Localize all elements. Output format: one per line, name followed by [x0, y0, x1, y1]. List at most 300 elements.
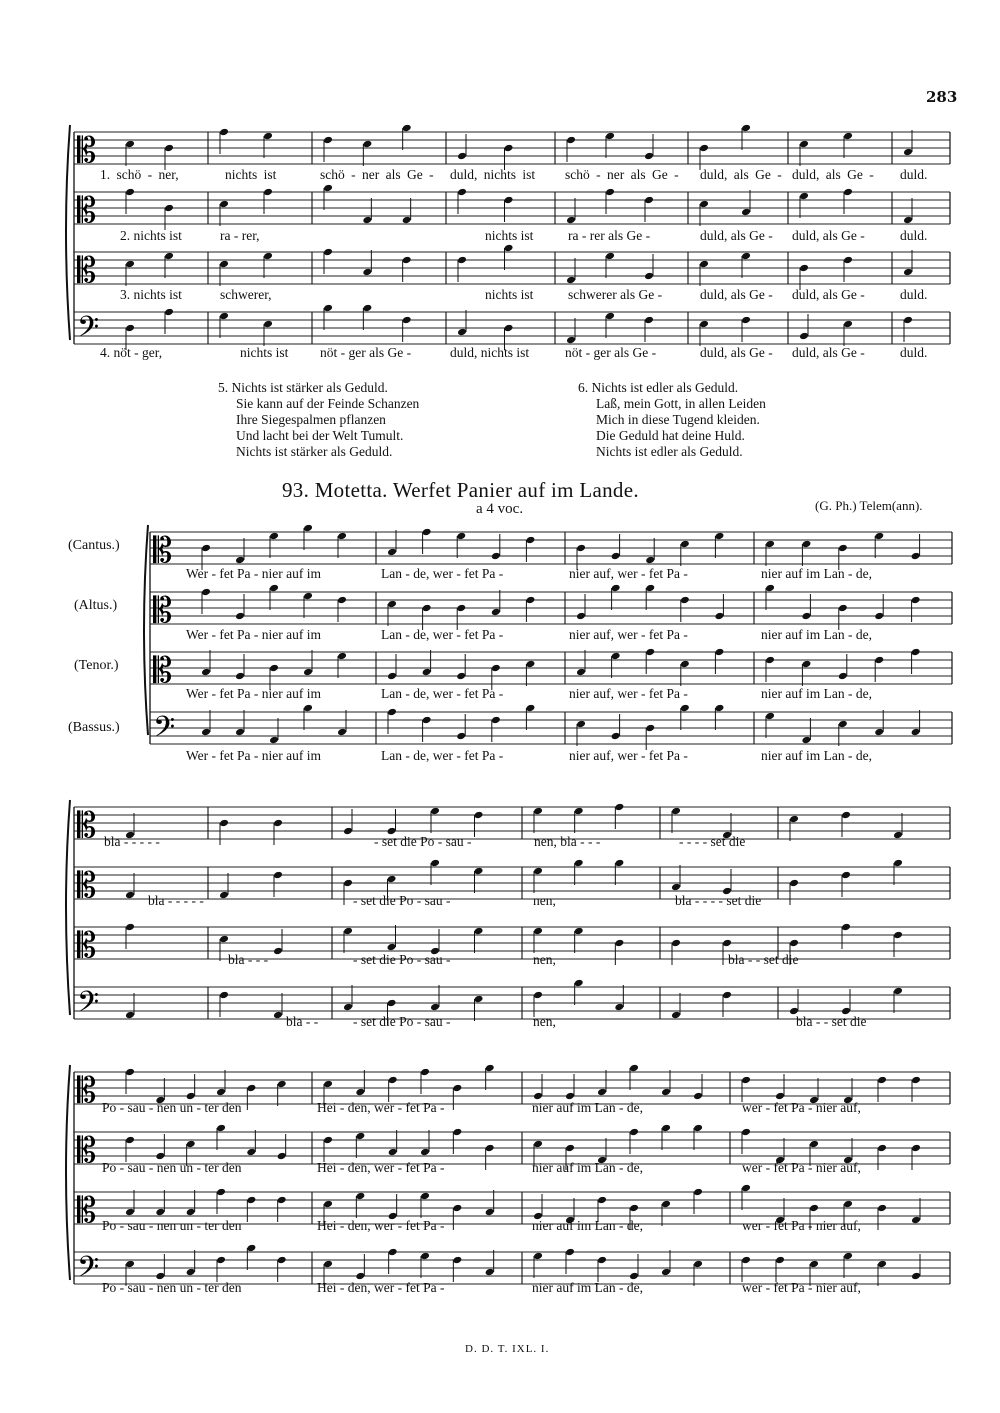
note-head — [597, 1196, 607, 1205]
clef-icon: 𝄢 — [77, 311, 100, 351]
note-head — [893, 931, 903, 940]
note-head — [533, 1140, 543, 1149]
note-head — [741, 1128, 751, 1137]
note-head — [841, 811, 851, 820]
clef-icon: 𝄢 — [77, 986, 100, 1026]
note-head — [201, 544, 211, 553]
note-head — [219, 819, 229, 828]
note-head — [911, 1216, 921, 1225]
note-head — [216, 1256, 226, 1265]
note-head — [611, 652, 621, 661]
note-head — [186, 1208, 196, 1217]
note-head — [457, 328, 467, 337]
note-head — [303, 704, 313, 713]
note-head — [645, 584, 655, 593]
staff — [150, 584, 952, 631]
note-head — [491, 716, 501, 725]
note-head — [235, 728, 245, 737]
note-head — [355, 1272, 365, 1281]
note-head — [219, 128, 229, 137]
note-head — [457, 152, 467, 161]
note-head — [388, 1076, 398, 1085]
note-head — [893, 859, 903, 868]
verse-6-line: Nichts ist edler als Geduld. — [596, 444, 743, 459]
note-head — [422, 716, 432, 725]
note-head — [343, 827, 353, 836]
note-head — [337, 532, 347, 541]
note-head — [841, 923, 851, 932]
verse-5-line: Sie kann auf der Feinde Schanzen — [236, 396, 420, 411]
note-head — [605, 252, 615, 261]
note-head — [693, 1124, 703, 1133]
note-head — [422, 528, 432, 537]
note-head — [843, 320, 853, 329]
note-head — [474, 995, 484, 1004]
note-head — [216, 1188, 226, 1197]
note-head — [525, 660, 535, 669]
note-head — [838, 544, 848, 553]
note-head — [693, 1260, 703, 1269]
note-head — [491, 552, 501, 561]
note-head — [903, 316, 913, 325]
note-head — [809, 1204, 819, 1213]
note-head — [911, 1144, 921, 1153]
note-head — [452, 1256, 462, 1265]
staff — [74, 184, 950, 231]
note-head — [843, 1200, 853, 1209]
note-head — [269, 532, 279, 541]
note-head — [456, 604, 466, 613]
note-head — [741, 124, 751, 133]
clef-icon: 𝄡 — [153, 531, 173, 571]
clef-icon: 𝄡 — [153, 651, 173, 691]
note-head — [387, 875, 397, 884]
note-head — [801, 736, 811, 745]
note-head — [474, 867, 484, 876]
note-head — [629, 1272, 639, 1281]
note-head — [201, 728, 211, 737]
note-head — [387, 708, 397, 717]
note-head — [323, 136, 333, 145]
note-head — [485, 1064, 495, 1073]
clef-icon: 𝄡 — [77, 806, 97, 846]
clef-icon: 𝄢 — [77, 1251, 100, 1291]
note-head — [661, 1268, 671, 1277]
note-head — [903, 268, 913, 277]
note-head — [277, 1152, 287, 1161]
staff — [150, 704, 952, 750]
note-head — [323, 1136, 333, 1145]
note-head — [877, 1204, 887, 1213]
note-head — [661, 1200, 671, 1209]
note-head — [155, 1272, 165, 1281]
clef-icon: 𝄡 — [77, 251, 97, 291]
note-head — [789, 939, 799, 948]
note-head — [216, 1124, 226, 1133]
clef-icon: 𝄡 — [77, 1191, 97, 1231]
note-head — [362, 304, 372, 313]
clef-icon: 𝄡 — [77, 866, 97, 906]
verse-6-line: Mich in diese Tugend kleiden. — [596, 412, 760, 427]
note-head — [614, 1003, 624, 1012]
note-head — [457, 256, 467, 265]
note-head — [671, 883, 681, 892]
note-head — [714, 612, 724, 621]
note-head — [430, 807, 440, 816]
note-head — [874, 728, 884, 737]
note-head — [566, 136, 576, 145]
staff — [74, 304, 950, 351]
note-head — [741, 1076, 751, 1085]
staff — [74, 859, 950, 906]
note-head — [722, 939, 732, 948]
verse-5-line: Und lacht bei der Welt Tumult. — [236, 428, 404, 443]
piece-subtitle: a 4 voc. — [476, 501, 524, 517]
note-head — [671, 807, 681, 816]
note-head — [671, 939, 681, 948]
note-head — [125, 891, 135, 900]
note-head — [456, 532, 466, 541]
note-head — [799, 332, 809, 341]
note-head — [125, 260, 135, 269]
note-head — [504, 324, 514, 333]
note-head — [903, 148, 913, 157]
note-head — [263, 252, 273, 261]
note-head — [430, 1003, 440, 1012]
clef-icon: 𝄡 — [77, 1071, 97, 1111]
note-head — [911, 552, 921, 561]
note-head — [576, 720, 586, 729]
note-head — [661, 1088, 671, 1097]
note-head — [629, 1128, 639, 1137]
note-head — [614, 803, 624, 812]
composer: (G. Ph.) Telem(ann). — [815, 498, 923, 513]
note-head — [680, 540, 690, 549]
system-4-staves — [60, 1060, 960, 1300]
note-head — [741, 252, 751, 261]
note-head — [485, 1144, 495, 1153]
note-head — [614, 859, 624, 868]
note-head — [303, 668, 313, 677]
note-head — [387, 672, 397, 681]
note-head — [343, 927, 353, 936]
note-head — [644, 152, 654, 161]
note-head — [362, 140, 372, 149]
note-head — [843, 188, 853, 197]
verse-6-line: Laß, mein Gott, in allen Leiden — [596, 396, 766, 411]
note-head — [714, 704, 724, 713]
note-head — [765, 584, 775, 593]
note-head — [263, 132, 273, 141]
note-head — [246, 1244, 256, 1253]
verse-6-line: 6. Nichts ist edler als Geduld. — [578, 380, 739, 395]
note-head — [355, 1132, 365, 1141]
note-head — [155, 1152, 165, 1161]
note-head — [125, 1068, 135, 1077]
note-head — [565, 1144, 575, 1153]
note-head — [843, 256, 853, 265]
note-head — [273, 1011, 283, 1020]
note-head — [714, 648, 724, 657]
note-head — [337, 596, 347, 605]
staff — [150, 648, 952, 691]
note-head — [323, 304, 333, 313]
note-head — [422, 604, 432, 613]
note-head — [303, 592, 313, 601]
note-head — [491, 664, 501, 673]
staff — [74, 244, 950, 291]
part-label-altus: (Altus.) — [74, 598, 118, 613]
note-head — [219, 260, 229, 269]
note-head — [219, 935, 229, 944]
verse-5-line: Nichts ist stärker als Geduld. — [236, 444, 393, 459]
note-head — [565, 1248, 575, 1257]
note-head — [387, 548, 397, 557]
note-head — [533, 867, 543, 876]
note-head — [789, 815, 799, 824]
note-head — [911, 596, 921, 605]
note-head — [246, 1084, 256, 1093]
note-head — [303, 524, 313, 533]
note-head — [456, 672, 466, 681]
note-head — [273, 947, 283, 956]
note-head — [605, 188, 615, 197]
note-head — [525, 536, 535, 545]
note-head — [843, 132, 853, 141]
note-head — [456, 732, 466, 741]
note-head — [644, 272, 654, 281]
note-head — [125, 188, 135, 197]
note-head — [741, 1184, 751, 1193]
note-head — [388, 1148, 398, 1157]
part-label-tenor: (Tenor.) — [74, 658, 119, 673]
note-head — [164, 144, 174, 153]
note-head — [388, 1248, 398, 1257]
note-head — [597, 1088, 607, 1097]
note-head — [125, 324, 135, 333]
note-head — [420, 1068, 430, 1077]
note-head — [765, 540, 775, 549]
note-head — [355, 1192, 365, 1201]
note-head — [566, 216, 576, 225]
part-label-cantus: (Cantus.) — [68, 538, 120, 553]
note-head — [680, 596, 690, 605]
note-head — [741, 208, 751, 217]
note-head — [765, 712, 775, 721]
note-head — [576, 612, 586, 621]
note-head — [164, 204, 174, 213]
note-head — [216, 1088, 226, 1097]
note-head — [801, 612, 811, 621]
note-head — [525, 596, 535, 605]
verse-5-line: Ihre Siegespalmen pflanzen — [236, 412, 386, 427]
note-head — [699, 260, 709, 269]
note-head — [452, 1084, 462, 1093]
note-head — [576, 544, 586, 553]
note-head — [714, 532, 724, 541]
note-head — [838, 672, 848, 681]
note-head — [614, 939, 624, 948]
note-head — [269, 584, 279, 593]
verse-6 — [578, 380, 766, 460]
note-head — [809, 1260, 819, 1269]
note-head — [219, 200, 229, 209]
note-head — [504, 196, 514, 205]
note-head — [186, 1268, 196, 1277]
verse-5-line: 5. Nichts ist stärker als Geduld. — [218, 380, 388, 395]
note-head — [566, 276, 576, 285]
note-head — [574, 927, 584, 936]
note-head — [741, 316, 751, 325]
note-head — [504, 144, 514, 153]
note-head — [877, 1260, 887, 1269]
note-head — [789, 879, 799, 888]
note-head — [420, 1148, 430, 1157]
note-head — [273, 819, 283, 828]
note-head — [874, 612, 884, 621]
staff — [74, 803, 950, 846]
note-head — [533, 927, 543, 936]
note-head — [235, 672, 245, 681]
note-head — [277, 1196, 287, 1205]
note-head — [420, 1252, 430, 1261]
note-head — [491, 608, 501, 617]
note-head — [485, 1208, 495, 1217]
clef-icon: 𝄡 — [77, 131, 97, 171]
note-head — [877, 1076, 887, 1085]
note-head — [574, 807, 584, 816]
note-head — [525, 704, 535, 713]
note-head — [235, 612, 245, 621]
note-head — [337, 652, 347, 661]
note-head — [565, 1092, 575, 1101]
note-head — [699, 200, 709, 209]
note-head — [533, 1092, 543, 1101]
note-head — [566, 336, 576, 345]
note-head — [323, 184, 333, 193]
note-head — [323, 1260, 333, 1269]
note-head — [699, 144, 709, 153]
note-head — [611, 584, 621, 593]
note-head — [246, 1196, 256, 1205]
note-head — [457, 188, 467, 197]
note-head — [125, 1011, 135, 1020]
note-head — [911, 728, 921, 737]
note-head — [722, 991, 732, 1000]
note-head — [277, 1256, 287, 1265]
note-head — [343, 1003, 353, 1012]
note-head — [874, 656, 884, 665]
note-head — [485, 1268, 495, 1277]
note-head — [693, 1092, 703, 1101]
note-head — [611, 552, 621, 561]
note-head — [533, 1252, 543, 1261]
note-head — [164, 252, 174, 261]
note-head — [680, 704, 690, 713]
note-head — [838, 604, 848, 613]
note-head — [337, 728, 347, 737]
note-head — [533, 807, 543, 816]
note-head — [611, 732, 621, 741]
note-head — [504, 244, 514, 253]
note-head — [893, 831, 903, 840]
note-head — [801, 540, 811, 549]
note-head — [533, 991, 543, 1000]
staff — [150, 524, 952, 571]
note-head — [263, 320, 273, 329]
note-head — [597, 1256, 607, 1265]
note-head — [775, 1092, 785, 1101]
note-head — [362, 268, 372, 277]
note-head — [605, 132, 615, 141]
note-head — [430, 859, 440, 868]
note-head — [474, 811, 484, 820]
note-head — [452, 1128, 462, 1137]
note-head — [911, 1272, 921, 1281]
note-head — [574, 979, 584, 988]
note-head — [125, 923, 135, 932]
note-head — [125, 1208, 135, 1217]
staff — [74, 124, 950, 171]
note-head — [843, 1252, 853, 1261]
note-head — [246, 1148, 256, 1157]
note-head — [629, 1064, 639, 1073]
note-head — [219, 891, 229, 900]
clef-icon: 𝄡 — [153, 591, 173, 631]
note-head — [323, 1080, 333, 1089]
note-head — [387, 600, 397, 609]
note-head — [186, 1140, 196, 1149]
note-head — [323, 248, 333, 257]
note-head — [671, 1011, 681, 1020]
note-head — [629, 1204, 639, 1213]
note-head — [452, 1204, 462, 1213]
note-head — [402, 124, 412, 133]
piece-title: 93. Motetta. Werfet Panier auf im Lande. — [282, 478, 639, 502]
note-head — [841, 871, 851, 880]
note-head — [645, 556, 655, 565]
note-head — [574, 859, 584, 868]
verse-6-line: Die Geduld hat deine Huld. — [596, 428, 745, 443]
note-head — [893, 987, 903, 996]
note-head — [874, 532, 884, 541]
note-head — [362, 216, 372, 225]
note-head — [799, 192, 809, 201]
note-head — [799, 264, 809, 273]
note-head — [164, 308, 174, 317]
note-head — [693, 1188, 703, 1197]
system-3-staves — [60, 795, 960, 1035]
note-head — [644, 196, 654, 205]
note-head — [387, 999, 397, 1008]
note-head — [661, 1124, 671, 1133]
verse-5 — [218, 380, 419, 460]
note-head — [273, 871, 283, 880]
note-head — [125, 140, 135, 149]
note-head — [155, 1208, 165, 1217]
note-head — [809, 1140, 819, 1149]
note-head — [775, 1256, 785, 1265]
note-head — [474, 927, 484, 936]
note-head — [355, 1088, 365, 1097]
note-head — [680, 660, 690, 669]
note-head — [420, 1192, 430, 1201]
part-label-bassus: (Bassus.) — [68, 720, 120, 735]
note-head — [219, 312, 229, 321]
note-head — [838, 720, 848, 729]
note-head — [219, 991, 229, 1000]
note-head — [903, 216, 913, 225]
